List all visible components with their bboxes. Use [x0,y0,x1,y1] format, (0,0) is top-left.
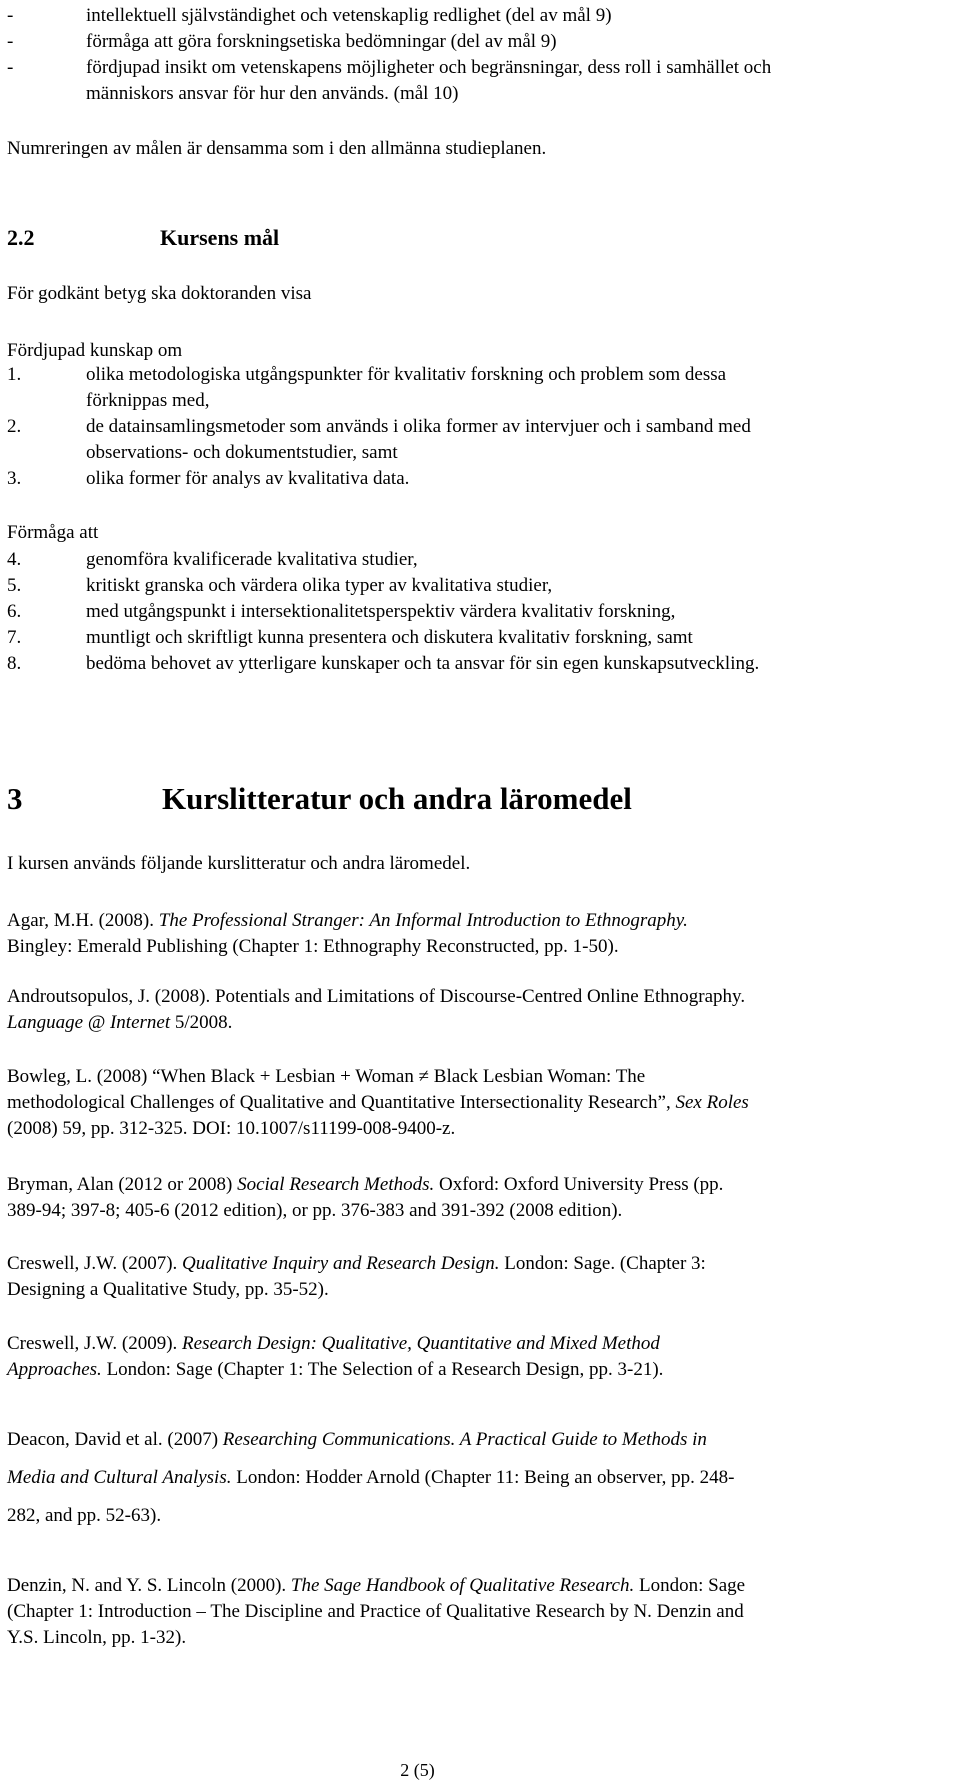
reference-text: (2008) 59, pp. 312-325. DOI: 10.1007/s11199-008-9400-z. [7,1118,456,1139]
reference-title-italic: Research Design: Qualitative, Quantitative and Mixed Method [182,1333,660,1354]
bullet-text: intellektuell självständighet och vetenskaplig redlighet (del av mål 9) [86,5,612,26]
reference-line [7,1357,663,1383]
subheading-knowledge: Fördjupad kunskap om [7,340,183,361]
goal-number: 1. [7,364,22,385]
goal-number: 2. [7,416,22,437]
reference-title-italic: The Sage Handbook of Qualitative Research. [290,1575,635,1596]
goal-text: olika metodologiska utgångspunkter för kvalitativ forskning och problem som dessa [86,364,727,385]
section-intro: För godkänt betyg ska doktoranden visa [7,283,312,304]
bullet-text: fördjupad insikt om vetenskapens möjligheter och begränsningar, dess roll i samhället och [86,57,772,78]
reference-text: methodological Challenges of Qualitative and Quantitative Intersectionality Research”, [7,1092,676,1113]
reference-title-italic: Social Research Methods. [237,1174,435,1195]
reference-line [7,1172,723,1198]
reference-line [7,1277,329,1303]
goal-text: olika former för analys av kvalitativa data. [86,468,410,489]
goal-number: 3. [7,468,22,489]
section-heading-3 [7,781,632,817]
reference-line [7,1331,660,1357]
reference-text: (Chapter 1: Introduction – The Discipline and Practice of Qualitative Research by N. Denzin and [7,1601,744,1622]
reference-text: Oxford: Oxford University Press (pp. [434,1174,724,1195]
goal-text: genomföra kvalificerade kvalitativa studier, [86,549,418,570]
reference-line [7,1625,186,1651]
reference-title-italic: Qualitative Inquiry and Research Design. [182,1253,500,1274]
goal-number: 5. [7,575,22,596]
reference-text: Bryman, Alan (2012 or 2008) [7,1174,238,1195]
goal-text: bedöma behovet av ytterligare kunskaper och ta ansvar för sin egen kunskapsutveckling. [86,653,760,674]
goal-number: 6. [7,601,22,622]
reference-title-italic: Language @ Internet [7,1012,171,1033]
reference-line [7,1503,161,1529]
reference-line [7,1116,455,1142]
reference-text: Designing a Qualitative Study, pp. 35-52). [7,1279,329,1300]
numbering-note: Numreringen av målen är densamma som i den allmänna studieplanen. [7,138,547,159]
subheading-ability: Förmåga att [7,522,99,543]
goal-number: 7. [7,627,22,648]
reference-line [7,1251,706,1277]
reference-line [7,984,745,1010]
reference-title-italic: Researching Communications. A Practical Guide to Methods in [222,1429,707,1450]
goal-number: 8. [7,653,22,674]
reference-text: London: Sage (Chapter 1: The Selection of a Research Design, pp. 3-21). [101,1359,664,1380]
goal-text: de datainsamlingsmetoder som används i olika former av intervjuer och i samband med [86,416,751,437]
reference-text: Denzin, N. and Y. S. Lincoln (2000). [7,1575,291,1596]
bullet-marker: - [7,5,14,26]
reference-line [7,1427,707,1453]
section-heading-2-2 [7,225,280,251]
reference-text: 5/2008. [170,1012,233,1033]
goal-text: förknippas med, [86,390,210,411]
reference-title-italic: Sex Roles [675,1092,749,1113]
reference-text: Creswell, J.W. (2007). [7,1253,183,1274]
page-number: 2 (5) [400,1760,435,1780]
reference-text: Bowleg, L. (2008) “When Black + Lesbian + Woman ≠ Black Lesbian Woman: The [7,1066,646,1087]
reference-text: Androutsopulos, J. (2008). Potentials and Limitations of Discourse-Centred Online Ethnography. [7,986,746,1007]
reference-title-italic: Media and Cultural Analysis. [7,1467,232,1488]
reference-text: Deacon, David et al. (2007) [7,1429,223,1450]
reference-text: 389-94; 397-8; 405-6 (2012 edition), or pp. 376-383 and 391-392 (2008 edition). [7,1200,623,1221]
goal-text: muntligt och skriftligt kunna presentera och diskutera kvalitativ forskning, samt [86,627,693,648]
reference-line [7,1010,232,1036]
bullet-text: människors ansvar för hur den används. (mål 10) [86,83,459,104]
goal-text: med utgångspunkt i intersektionalitetsperspektiv värdera kvalitativ forskning, [86,601,676,622]
reference-text: Y.S. Lincoln, pp. 1-32). [7,1627,187,1648]
goal-text: kritiskt granska och värdera olika typer av kvalitativa studier, [86,575,553,596]
goal-number: 4. [7,549,22,570]
reference-line [7,1090,749,1116]
bullet-marker: - [7,31,14,52]
bullet-marker: - [7,57,14,78]
reference-text: 282, and pp. 52-63). [7,1505,162,1526]
reference-line [7,908,688,934]
section-number: 2.2 [7,225,35,250]
goal-text: observations- och dokumentstudier, samt [86,442,398,463]
reference-line [7,1198,622,1224]
section-title: Kurslitteratur och andra läromedel [162,781,632,816]
reference-line [7,1465,734,1491]
reference-line [7,1573,745,1599]
bullet-text: förmåga att göra forskningsetiska bedömningar (del av mål 9) [86,31,557,52]
reference-text: Agar, M.H. (2008). [7,910,159,931]
section-number: 3 [7,781,23,816]
reference-text: Creswell, J.W. (2009). [7,1333,183,1354]
reference-line [7,1599,744,1625]
reference-text: Bingley: Emerald Publishing (Chapter 1: Ethnography Reconstructed, pp. 1-50). [7,936,619,957]
section-intro: I kursen används följande kurslitteratur och andra läromedel. [7,853,471,874]
reference-title-italic: The Professional Stranger: An Informal Introduction to Ethnography. [158,910,688,931]
reference-title-italic: Approaches. [7,1359,102,1380]
reference-text: London: Sage. (Chapter 3: [499,1253,706,1274]
reference-line [7,934,619,960]
reference-line [7,1064,645,1090]
reference-text: London: Sage [634,1575,746,1596]
reference-text: London: Hodder Arnold (Chapter 11: Being an observer, pp. 248- [231,1467,735,1488]
section-title: Kursens mål [160,225,280,250]
